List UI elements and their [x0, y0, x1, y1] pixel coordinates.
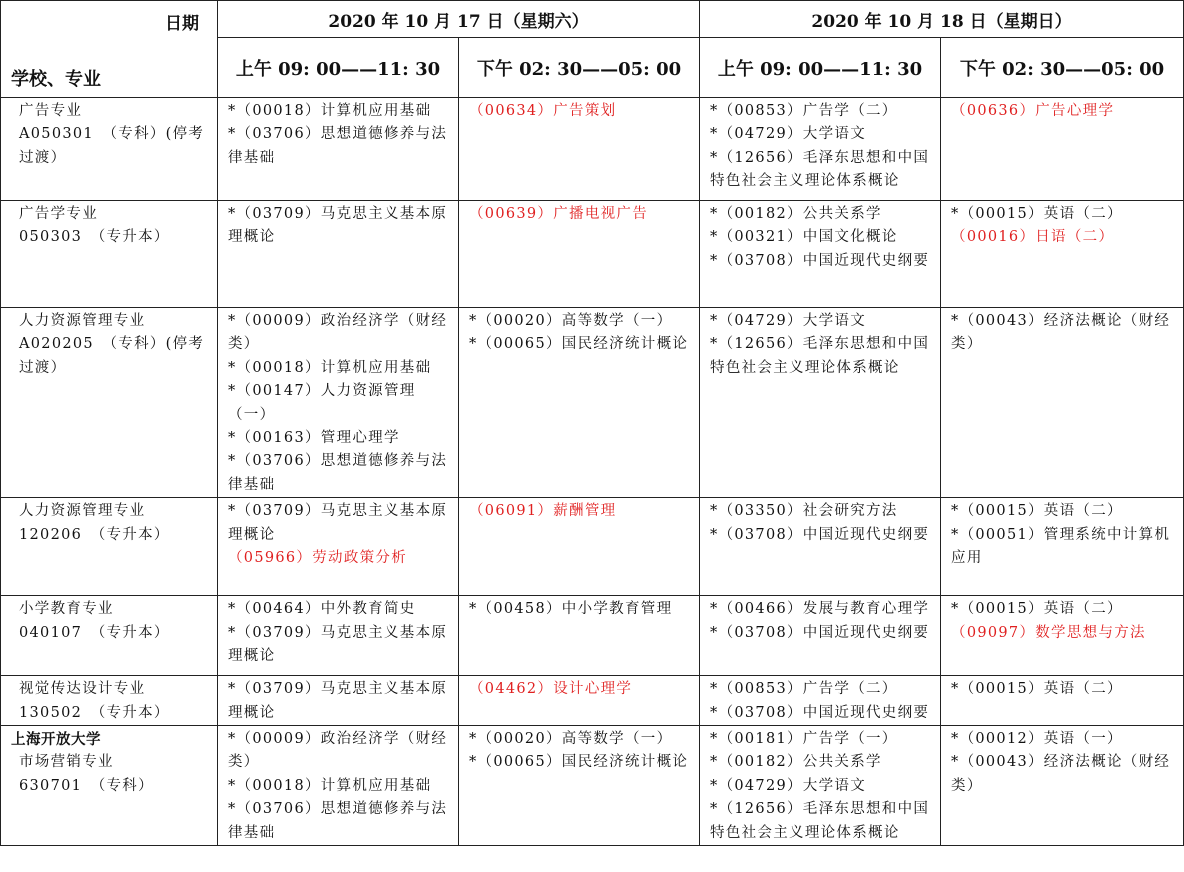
exam-cell-d1-am — [218, 308, 459, 498]
course-entry: *（04729）大学语文 — [710, 126, 866, 143]
course-entry: *（00147）人力资源管理（一） — [228, 383, 416, 423]
header-corner-cell — [1, 1, 218, 98]
day-2-pm-time: 下午 02: 30——05: 00 — [941, 38, 1184, 98]
course-entry: *（03708）中国近现代史纲要 — [710, 526, 930, 543]
major-name: 广告专业 — [19, 103, 83, 119]
major-code: 120206 （专升本） — [19, 526, 170, 543]
course-entry: *（00018）计算机应用基础 — [228, 777, 432, 794]
table-row — [1, 98, 1184, 201]
major-cell — [1, 201, 218, 308]
course-entry: *（03350）社会研究方法 — [710, 503, 898, 520]
course-entry: *（00464）中外教育简史 — [228, 601, 416, 618]
major-code: 130502 （专升本） — [19, 704, 170, 721]
schedule-body — [1, 98, 1184, 846]
course-entry: （00639）广播电视广告 — [469, 206, 649, 222]
course-entry: *（00043）经济法概论（财经类） — [951, 313, 1171, 353]
course-entry: （06091）薪酬管理 — [469, 503, 617, 520]
course-entry: *（03708）中国近现代史纲要 — [710, 704, 930, 721]
major-cell — [1, 98, 218, 201]
course-entry: *（03709）马克思主义基本原理概论 — [228, 681, 448, 721]
course-entry: *（00012）英语（一） — [951, 731, 1123, 748]
exam-cell-d2-pm — [941, 676, 1184, 726]
major-name: 小学教育专业 — [19, 601, 114, 618]
course-entry: *（00015）英语（二） — [951, 601, 1123, 618]
exam-cell-d1-pm — [459, 726, 700, 846]
exam-cell-d2-am — [700, 726, 941, 846]
exam-cell-d2-pm — [941, 596, 1184, 676]
exam-cell-d2-am — [700, 498, 941, 596]
course-entry: *（03706）思想道德修养与法律基础 — [228, 453, 448, 493]
course-entry: *（00182）公共关系学 — [710, 754, 882, 771]
course-entry: *（12656）毛泽东思想和中国特色社会主义理论体系概论 — [710, 149, 930, 190]
table-row — [1, 308, 1184, 498]
major-code: 050303 （专升本） — [19, 229, 170, 246]
course-entry: *（12656）毛泽东思想和中国特色社会主义理论体系概论 — [710, 801, 930, 841]
course-entry: *（00051）管理系统中计算机应用 — [951, 526, 1171, 567]
major-cell — [1, 676, 218, 726]
table-row — [1, 596, 1184, 676]
day-1-date: 2020 年 10 月 17 日（星期六） — [218, 1, 700, 38]
school-name: 上海开放大学 — [11, 731, 101, 749]
table-row — [1, 201, 1184, 308]
exam-cell-d2-pm — [941, 308, 1184, 498]
exam-cell-d1-am — [218, 98, 459, 201]
course-entry: *（00853）广告学（二） — [710, 681, 898, 698]
exam-cell-d1-pm — [459, 498, 700, 596]
course-entry: （00634）广告策划 — [469, 103, 617, 119]
course-entry: *（03706）思想道德修养与法律基础 — [228, 801, 448, 841]
table-row — [1, 676, 1184, 726]
exam-cell-d1-am — [218, 726, 459, 846]
course-entry: *（00065）国民经济统计概论 — [469, 336, 689, 353]
exam-cell-d2-am — [700, 201, 941, 308]
course-entry: *（00009）政治经济学（财经类） — [228, 313, 448, 353]
major-cell — [1, 596, 218, 676]
exam-cell-d1-pm — [459, 596, 700, 676]
major-cell — [1, 498, 218, 596]
exam-cell-d2-pm — [941, 98, 1184, 201]
course-entry: *（03709）马克思主义基本原理概论 — [228, 206, 448, 246]
course-entry: *（03708）中国近现代史纲要 — [710, 252, 930, 269]
course-entry: *（00853）广告学（二） — [710, 103, 898, 119]
course-entry: （00016）日语（二） — [951, 229, 1115, 246]
day-1-pm-time: 下午 02: 30——05: 00 — [459, 38, 700, 98]
exam-cell-d2-pm — [941, 498, 1184, 596]
major-name: 广告学专业 — [19, 206, 98, 222]
major-code: 040107 （专升本） — [19, 624, 170, 641]
course-entry: *（03706）思想道德修养与法律基础 — [228, 126, 448, 166]
course-entry: *（00181）广告学（一） — [710, 731, 898, 748]
table-row — [1, 498, 1184, 596]
course-entry: （09097）数学思想与方法 — [951, 624, 1146, 641]
course-entry: *（00015）英语（二） — [951, 681, 1123, 698]
course-entry: *（00020）高等数学（一） — [469, 731, 673, 748]
exam-cell-d2-pm — [941, 726, 1184, 846]
major-name: 人力资源管理专业 — [19, 313, 146, 329]
exam-cell-d2-am — [700, 98, 941, 201]
major-name: 视觉传达设计专业 — [19, 681, 146, 698]
course-entry: *（04729）大学语文 — [710, 777, 866, 794]
exam-cell-d1-pm — [459, 308, 700, 498]
course-entry: （05966）劳动政策分析 — [228, 550, 408, 567]
date-label: 日期 — [165, 14, 199, 34]
course-entry: *（00466）发展与教育心理学 — [710, 601, 930, 618]
course-entry: *（00009）政治经济学（财经类） — [228, 731, 448, 771]
major-name: 人力资源管理专业 — [19, 503, 146, 520]
course-entry: *（03708）中国近现代史纲要 — [710, 624, 930, 641]
day-1-am-time: 上午 09: 00——11: 30 — [218, 38, 459, 98]
exam-cell-d1-am — [218, 676, 459, 726]
exam-cell-d1-pm — [459, 98, 700, 201]
course-entry: （04462）设计心理学 — [469, 681, 633, 698]
exam-cell-d2-am — [700, 676, 941, 726]
course-entry: *（00015）英语（二） — [951, 503, 1123, 520]
exam-cell-d1-am — [218, 201, 459, 308]
table-row — [1, 726, 1184, 846]
exam-cell-d2-am — [700, 308, 941, 498]
exam-cell-d1-am — [218, 498, 459, 596]
major-code: A020205 （专科）(停考过渡） — [19, 336, 205, 376]
exam-cell-d1-am — [218, 596, 459, 676]
course-entry: *（00321）中国文化概论 — [710, 229, 898, 246]
day-2-am-time: 上午 09: 00——11: 30 — [700, 38, 941, 98]
course-entry: *（00043）经济法概论（财经类） — [951, 754, 1171, 794]
course-entry: *（00163）管理心理学 — [228, 430, 400, 447]
course-entry: （00636）广告心理学 — [951, 103, 1115, 119]
exam-cell-d1-pm — [459, 201, 700, 308]
course-entry: *（00015）英语（二） — [951, 206, 1123, 222]
course-entry: *（04729）大学语文 — [710, 313, 866, 329]
course-entry: *（00182）公共关系学 — [710, 206, 882, 222]
major-cell — [1, 726, 218, 846]
course-entry: *（00065）国民经济统计概论 — [469, 754, 689, 771]
exam-cell-d1-pm — [459, 676, 700, 726]
major-code: A050301 （专科）(停考过渡） — [19, 126, 205, 166]
course-entry: *（00020）高等数学（一） — [469, 313, 673, 329]
course-entry: *（03709）马克思主义基本原理概论 — [228, 503, 448, 543]
major-code: 630701 （专科） — [19, 777, 154, 794]
school-major-label: 学校、专业 — [11, 69, 101, 90]
day-2-date: 2020 年 10 月 18 日（星期日） — [700, 1, 1184, 38]
exam-cell-d2-pm — [941, 201, 1184, 308]
major-cell — [1, 308, 218, 498]
exam-cell-d2-am — [700, 596, 941, 676]
course-entry: *（00018）计算机应用基础 — [228, 103, 432, 119]
course-entry: *（03709）马克思主义基本原理概论 — [228, 624, 448, 665]
course-entry: *（00458）中小学教育管理 — [469, 601, 673, 618]
course-entry: *（12656）毛泽东思想和中国特色社会主义理论体系概论 — [710, 336, 930, 376]
course-entry: *（00018）计算机应用基础 — [228, 359, 432, 376]
major-name: 市场营销专业 — [19, 754, 114, 771]
